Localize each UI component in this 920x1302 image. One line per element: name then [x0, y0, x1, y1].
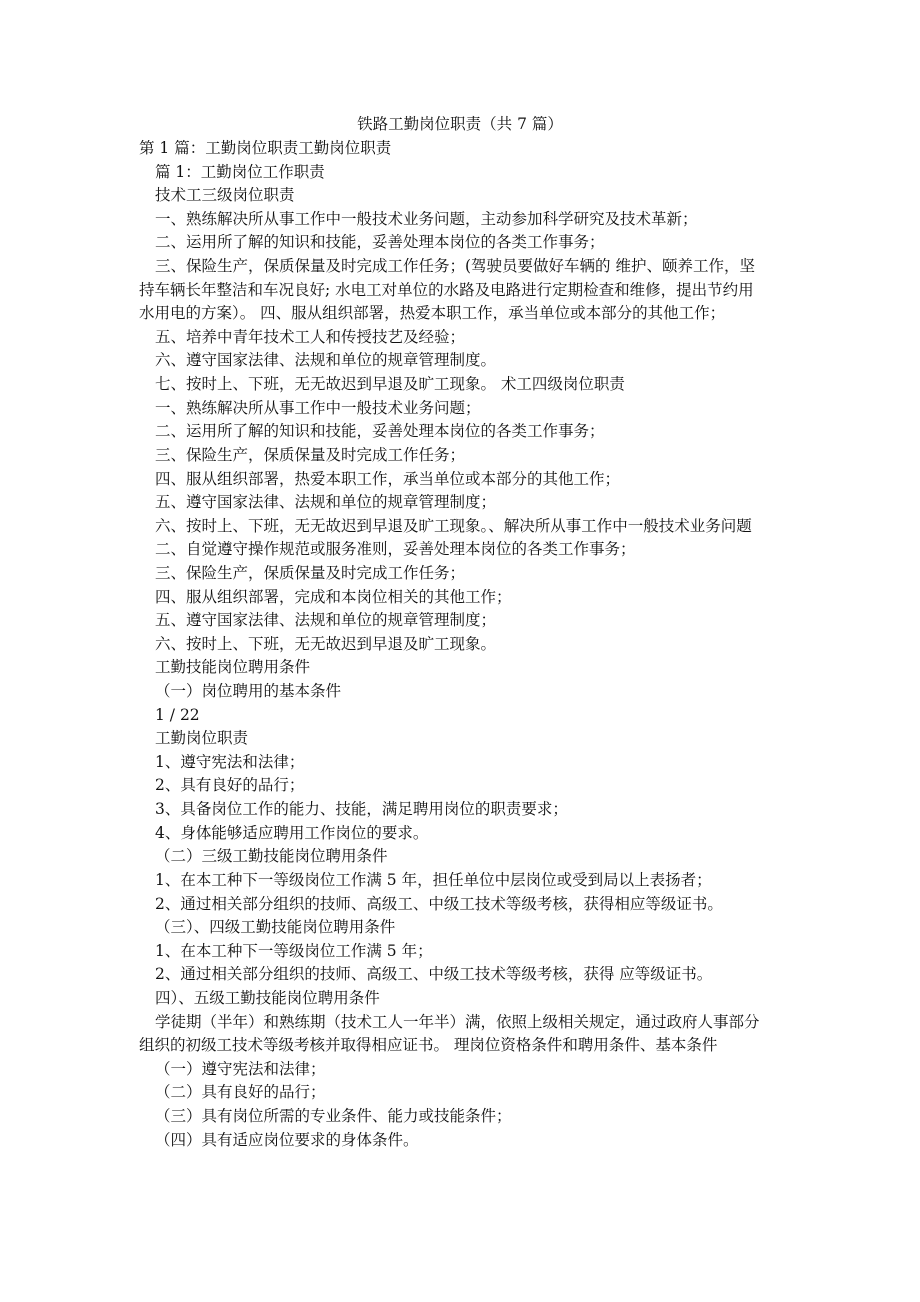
text-line: 七、按时上、下班，无无故迟到早退及旷工现象。 术工四级岗位职责: [155, 375, 625, 394]
text-line: 三、保险生产，保质保量及时完成工作任务；: [155, 563, 466, 582]
page-number: 1 / 22: [155, 705, 200, 724]
text-line: （一）遵守宪法和法律；: [155, 1059, 326, 1078]
text-line: 二、运用所了解的知识和技能，妥善处理本岗位的各类工作事务；: [155, 422, 605, 441]
text-line: 六、遵守国家法律、法规和单位的规章管理制度。: [155, 351, 497, 370]
text-line: 四、服从组织部署，完成和本岗位相关的其他工作；: [155, 587, 512, 606]
text-line: 持车辆长年整洁和车况良好; 水电工对单位的水路及电路进行定期检查和维修，提出节约用: [139, 280, 754, 299]
text-line: 2、具有良好的品行；: [155, 776, 305, 795]
text-line: 篇 1：工勤岗位工作职责: [155, 162, 325, 181]
text-line: 1、遵守宪法和法律；: [155, 752, 305, 771]
text-line: 水用电的方案）。 四、服从组织部署，热爱本职工作，承当单位或本部分的其他工作；: [139, 304, 726, 323]
text-line: 六、按时上、下班，无无故迟到早退及旷工现象。、解决所从事工作中一般技术业务问题: [155, 516, 752, 535]
text-line: 1、在本工种下一等级岗位工作满 5 年，担任单位中层岗位或受到局以上表扬者；: [155, 870, 712, 889]
section-heading: 工勤技能岗位聘用条件: [155, 658, 311, 677]
text-line: 4、身体能够适应聘用工作岗位的要求。: [155, 823, 429, 842]
text-line: 一、熟练解决所从事工作中一般技术业务问题，主动参加科学研究及技术革新；: [155, 209, 698, 228]
text-line: 2、通过相关部分组织的技师、高级工、中级工技术等级考核，获得 应等级证书。: [155, 965, 713, 984]
text-line: 学徒期（半年）和熟练期（技术工人一年半）满，依照上级相关规定，通过政府人事部分: [155, 1012, 760, 1031]
text-line: 第 1 篇：工勤岗位职责工勤岗位职责: [139, 139, 392, 157]
text-line: 二、运用所了解的知识和技能，妥善处理本岗位的各类工作事务；: [155, 233, 605, 252]
text-line: 三、保险生产，保质保量及时完成工作任务；: [155, 445, 466, 464]
text-line: （三）具有岗位所需的专业条件、能力或技能条件；: [155, 1106, 512, 1125]
text-line: 2、通过相关部分组织的技师、高级工、中级工技术等级考核，获得相应等级证书。: [155, 894, 723, 913]
text-line: （二）三级工勤技能岗位聘用条件: [155, 847, 388, 866]
text-line: 二、自觉遵守操作规范或服务准则，妥善处理本岗位的各类工作事务；: [155, 540, 636, 559]
text-line: 组织的初级工技术等级考核并取得相应证书。 理岗位资格条件和聘用条件、基本条件: [139, 1036, 718, 1055]
text-line: 3、具备岗位工作的能力、技能，满足聘用岗位的职责要求；: [155, 800, 568, 819]
document-body: [139, 137, 789, 1152]
text-line: 1、在本工种下一等级岗位工作满 5 年；: [155, 941, 433, 960]
section-heading: 工勤岗位职责: [155, 729, 249, 748]
document-title: 铁路工勤岗位职责（共 7 篇）: [357, 115, 563, 133]
text-line: 五、培养中青年技术工人和传授技艺及经验；: [155, 327, 466, 346]
text-line: 四、服从组织部署，热爱本职工作，承当单位或本部分的其他工作；: [155, 469, 621, 488]
text-line: 五、遵守国家法律、法规和单位的规章管理制度；: [155, 493, 497, 512]
text-line: （二）具有良好的品行；: [155, 1083, 326, 1102]
text-line: 四）、五级工勤技能岗位聘用条件: [155, 988, 380, 1007]
text-line: 五、遵守国家法律、法规和单位的规章管理制度；: [155, 611, 497, 630]
text-line: （四）具有适应岗位要求的身体条件。: [155, 1130, 419, 1149]
text-line: 三、保险生产，保质保量及时完成工作任务；(驾驶员要做好车辆的 维护、颐养工作，坚: [155, 257, 755, 276]
text-line: （一）岗位聘用的基本条件: [155, 682, 342, 701]
section-heading: 技术工三级岗位职责: [155, 186, 295, 205]
text-line: 一、熟练解决所从事工作中一般技术业务问题；: [155, 398, 481, 417]
text-line: （三）、四级工勤技能岗位聘用条件: [155, 918, 396, 937]
text-line: 六、按时上、下班，无无故迟到早退及旷工现象。: [155, 634, 497, 653]
